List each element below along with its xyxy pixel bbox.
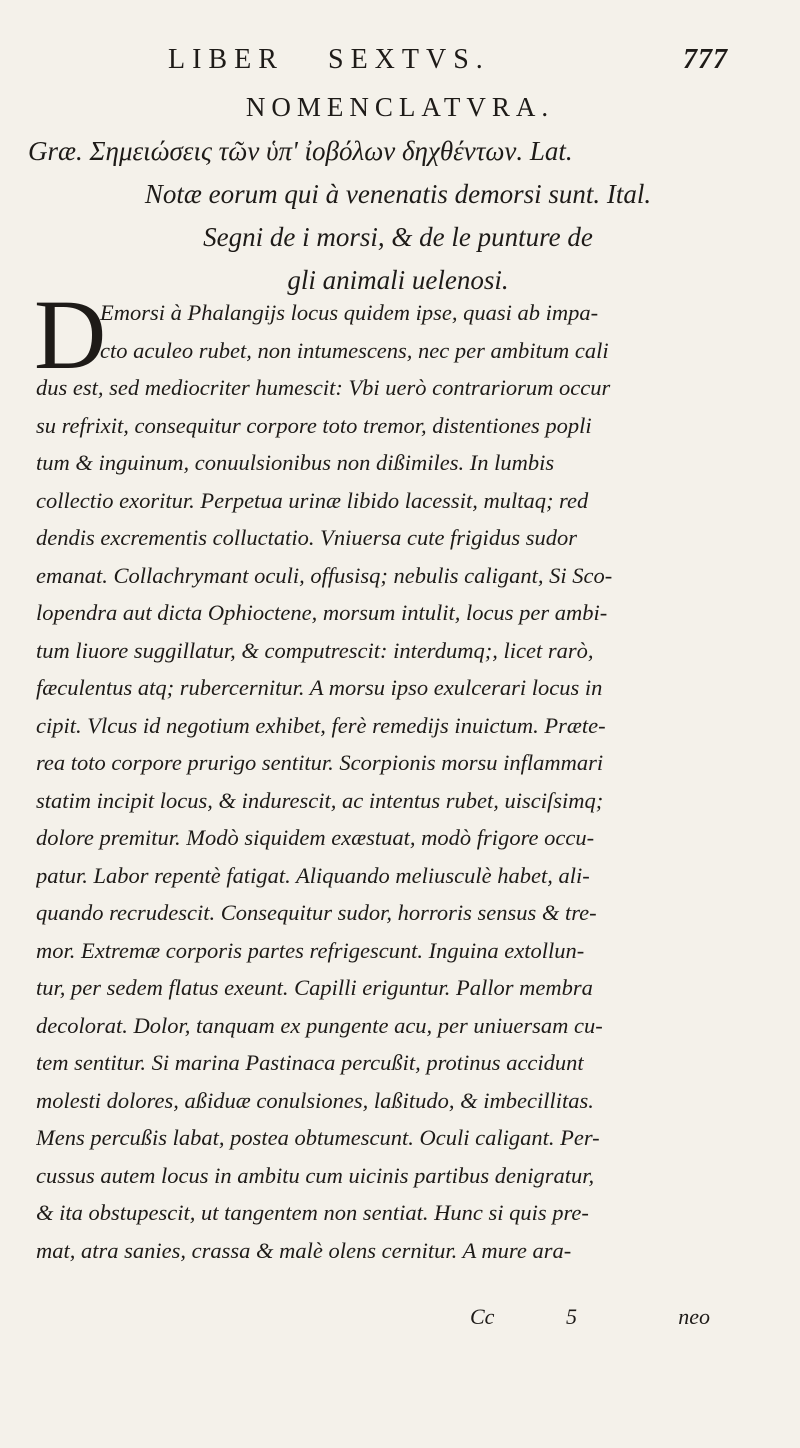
signature-mark: Cc <box>470 1304 495 1329</box>
text-line: rea toto corpore prurigo sentitur. Scorpionis morsu inflammari <box>36 750 604 775</box>
text-line: Mens percußis labat, postea obtumescunt. Oculi caligant. Per- <box>36 1125 600 1150</box>
text-line: tem sentitur. Si marina Pastinaca percußit, protinus accidunt <box>36 1050 584 1075</box>
text-line: tur, per sedem flatus exeunt. Capilli eriguntur. Pallor membra <box>36 975 593 1000</box>
text-line: cussus autem locus in ambitu cum uicinis partibus denigratur, <box>36 1162 595 1188</box>
text-line: emanat. Collachrymant oculi, offusisq; nebulis caligant, Si Sco- <box>36 562 613 588</box>
heading-line-greek: Græ. Σημειώσεις τῶν ὑπ' ἰοβόλων δηχθέντων. Lat. <box>28 136 573 166</box>
text-line: dolore premitur. Modò siquidem exæstuat, modò frigore occu- <box>36 825 595 850</box>
text-line: mor. Extremæ corporis partes refrigescunt. Inguina extollun- <box>36 937 585 963</box>
text-line: dus est, sed mediocriter humescit: Vbi uerò contrariorum occur <box>36 375 611 400</box>
signature-number: 5 <box>566 1304 577 1329</box>
text-line: cto aculeo rubet, non intumescens, nec per ambitum cali <box>100 337 609 363</box>
text-line: molesti dolores, aßiduæ conulsiones, laßitudo, & imbecillitas. <box>36 1087 594 1113</box>
section-title: NOMENCLATVRA. <box>245 92 555 122</box>
nomenclature-heading <box>28 130 768 302</box>
page-number: 777 <box>683 44 728 75</box>
running-head-section: SEXTVS. <box>328 44 490 75</box>
text-line: fæculentus atq; rubercernitur. A morsu ipso exulcerari locus in <box>36 675 603 700</box>
text-line: & ita obstupescit, ut tangentem non sentiat. Hunc si quis pre- <box>36 1200 589 1225</box>
text-line: cipit. Vlcus id negotium exhibet, ferè remedijs inuictum. Præte- <box>36 712 606 738</box>
text-line: su refrixit, consequitur corpore toto tremor, distentiones popli <box>36 412 592 438</box>
text-line: dendis excrementis colluctatio. Vniuersa cute frigidus sudor <box>36 525 577 550</box>
text-line: collectio exoritur. Perpetua urinæ libido lacessit, multaq; red <box>36 487 589 513</box>
heading-line-latin: Notæ eorum qui à venenatis demorsi sunt. Ital. <box>144 179 652 209</box>
text-line: tum & inguinum, conuulsionibus non dißimiles. In lumbis <box>36 450 555 475</box>
text-line: mat, atra sanies, crassa & malè olens cernitur. A mure ara- <box>36 1237 572 1263</box>
catchword: neo <box>678 1304 710 1329</box>
running-head-book: LIBER <box>168 44 284 75</box>
text-line: patur. Labor repentè fatigat. Aliquando meliusculè habet, ali- <box>36 862 590 888</box>
heading-line-italian-cont: gli animali uelenosi. <box>287 265 509 295</box>
running-head <box>168 44 728 84</box>
text-line: tum liuore suggillatur, & computrescit: interdumq;, licet rarò, <box>36 637 594 663</box>
text-line: decolorat. Dolor, tanquam ex pungente acu, per uniuersam cu- <box>36 1012 603 1038</box>
text-line: lopendra aut dicta Ophioctene, morsum intulit, locus per ambi- <box>36 600 608 625</box>
drop-cap: D <box>34 279 107 390</box>
text-line: statim incipit locus, & indurescit, ac intentus rubet, uisciſsimq; <box>36 787 604 813</box>
text-line: quando recrudescit. Consequitur sudor, horroris sensus & tre- <box>36 900 597 925</box>
text-line: Emorsi à Phalangijs locus quidem ipse, quasi ab impa- <box>100 300 599 325</box>
heading-line-italian: Segni de i morsi, & de le punture de <box>203 222 593 252</box>
signature-line <box>470 1304 710 1334</box>
